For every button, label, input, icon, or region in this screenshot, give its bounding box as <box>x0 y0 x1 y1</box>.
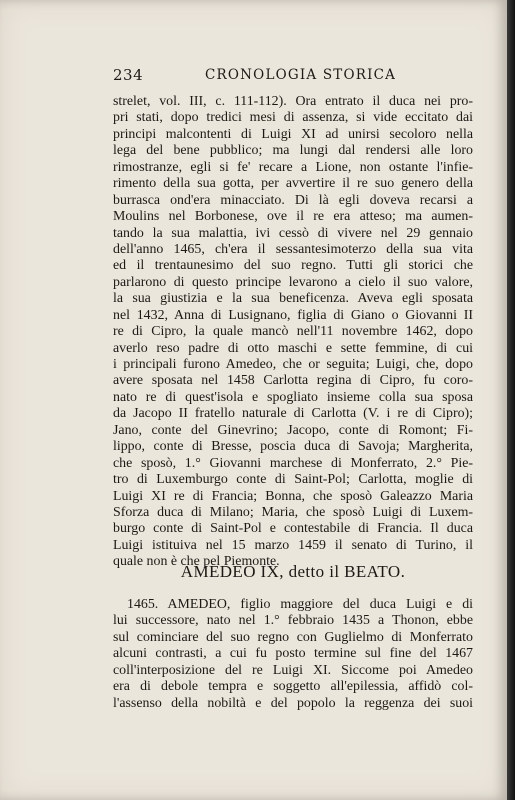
text-line: da Jacopo II fratello naturale di Carlotta (V. i re di Cipro); <box>113 406 473 422</box>
text-line: Luigi istituiva nel 15 marzo 1459 il senato di Turino, il <box>113 537 473 553</box>
paragraph-body <box>113 94 473 571</box>
text-line: principi malcontenti di Luigi XI ad unirsi secoloro nella <box>113 126 473 142</box>
text-line: ed il trentaunesimo del suo regno. Tutti gli storici che <box>113 258 473 274</box>
text-line: quale non è che pel Piemonte. <box>113 554 280 570</box>
text-line: nato re di quest'isola e spogliato insieme colla sua sposa <box>113 389 473 405</box>
text-line: lui successore, nato nel 1.° febbraio 1435 a Thonon, ebbe <box>113 613 473 629</box>
text-line: Luigi XI re di Francia; Bonna, che sposò Galeazzo Maria <box>113 488 473 504</box>
text-line: Jano, conte del Ginevrino; Jacopo, conte di Romont; Fi- <box>113 422 473 438</box>
text-line: lippo, conte di Bresse, poscia duca di Savoja; Margherita, <box>113 439 473 455</box>
text-line: re di Cipro, la quale mancò nell'11 novembre 1462, dopo <box>113 324 473 340</box>
text-line: lega del bene pubblico; ma lungi dal rendersi alle loro <box>113 143 473 159</box>
text-line: alcuni contrasti, a cui fu posto termine sul fine del 1467 <box>113 646 473 662</box>
text-line: tro di Luxemburgo conte di Saint-Pol; Carlotta, moglie di <box>113 472 473 488</box>
running-title: CRONOLOGIA STORICA <box>205 67 397 83</box>
text-line: avere sposata nel 1458 Carlotta regina di Cipro, fu coro- <box>113 373 473 389</box>
text-line: rimostranze, egli si fe' recare a Lione, non ostante l'infie- <box>113 159 473 175</box>
text-line: parlarono di questo principe levarono a cielo il suo valore, <box>113 274 473 290</box>
page-number: 234 <box>113 66 144 84</box>
text-line: nel 1432, Anna di Lusignano, figlia di Giano o Giovanni II <box>113 307 473 323</box>
text-line: l'assenso della nobiltà e del popolo la reggenza dei suoi <box>113 695 473 711</box>
text-line: sul cominciare del suo regno con Guglielmo di Monferrato <box>113 629 473 645</box>
text-line: burgo conte di Saint-Pol e contestabile di Francia. Il duca <box>113 521 473 537</box>
section-heading: AMEDEO IX, detto il BEATO. <box>180 562 406 581</box>
page-edge-shadow <box>507 0 515 800</box>
text-line: che sposò, 1.° Giovanni marchese di Monferrato, 2.° Pie- <box>113 455 473 471</box>
text-line: 1465. AMEDEO, figlio maggiore del duca Luigi e di <box>127 597 473 612</box>
text-line: averlo reso padre di otto maschi e sette femmine, di cui <box>113 340 473 356</box>
text-line: tando la sua malattia, ivi cessò di vivere nel 29 gennaio <box>113 225 473 241</box>
text-line: coll'interposizione del re Luigi XI. Siccome poi Amedeo <box>113 662 473 678</box>
text-line: la sua giustizia e la sua beneficenza. Aveva egli sposata <box>113 291 473 307</box>
text-line: era di debole tempra e soggetto all'epilessia, affidò col- <box>113 679 473 695</box>
text-line: Moulins nel Borbonese, ove il re era atteso; ma aumen- <box>113 209 473 225</box>
text-line: dell'anno 1465, ch'era il sessantesimoterzo della sua vita <box>113 241 473 257</box>
page-header <box>113 66 473 88</box>
text-line: pri stati, dopo tredici mesi di assenza, si vide eccitato dai <box>113 110 473 126</box>
paragraph-body <box>113 597 473 712</box>
text-line: strelet, vol. III, c. 111-112). Ora entrato il duca nei pro- <box>113 94 473 109</box>
text-line: i principali furono Amedeo, che or seguita; Luigi, che, dopo <box>113 357 473 372</box>
text-line: rimento della sua gotta, per avvertire il re suo genero della <box>113 176 473 192</box>
text-line: Sforza duca di Milano; Maria, che sposò Luigi di Luxem- <box>113 504 473 520</box>
text-line: burrasca ond'era minacciato. Di là egli doveva recarsi a <box>113 192 473 208</box>
